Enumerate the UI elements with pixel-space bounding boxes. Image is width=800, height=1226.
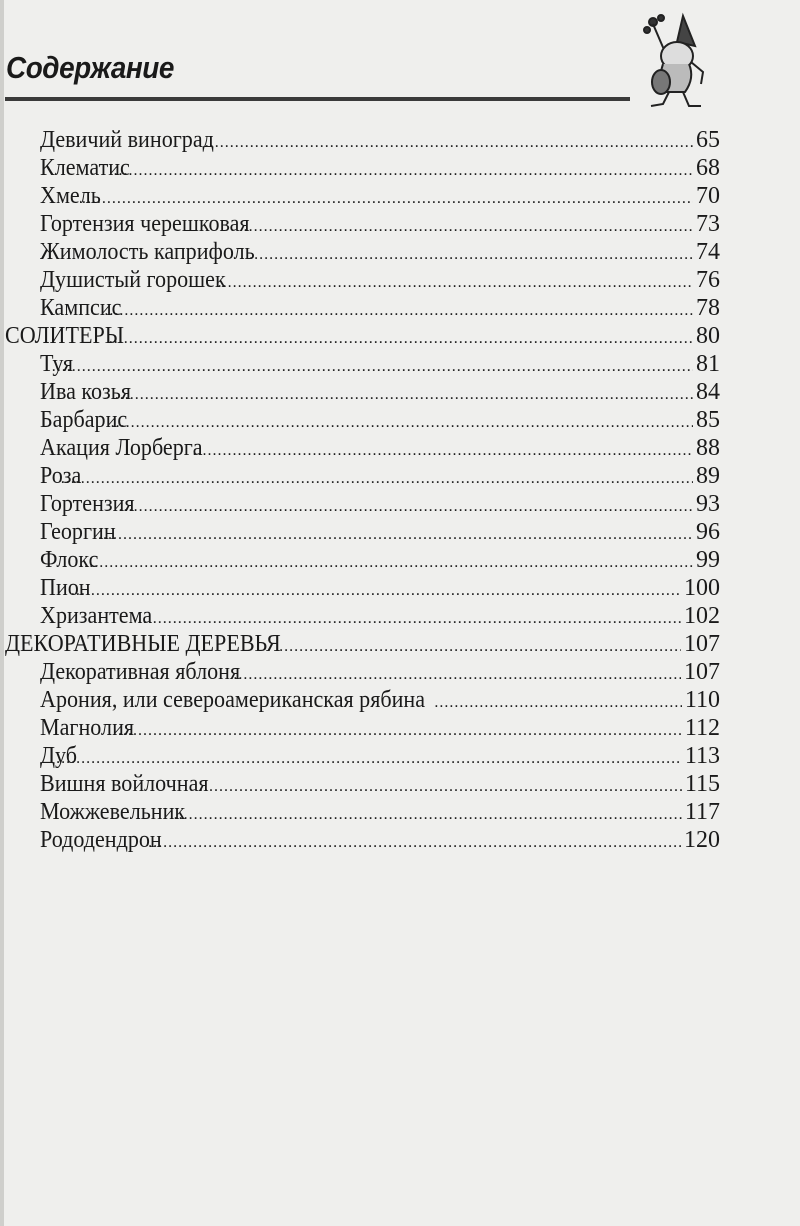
dot-leader (205, 129, 693, 157)
toc-entry (0, 770, 720, 798)
toc-page-number: 102 (684, 603, 720, 629)
dot-leader (193, 437, 693, 465)
dot-leader (61, 465, 693, 493)
toc-entry (0, 686, 720, 714)
toc-page-number: 78 (696, 295, 720, 321)
toc-page-number: 96 (696, 519, 720, 545)
dot-leader (279, 633, 681, 661)
toc-entry (0, 602, 720, 630)
toc-entry-title: Магнолия (40, 715, 135, 741)
toc-page-number: 80 (696, 323, 720, 349)
toc-entry-title: Дуб (40, 743, 78, 769)
toc-entry (0, 294, 720, 322)
toc-entry (0, 490, 720, 518)
toc-page-number: 112 (684, 715, 720, 741)
toc-entry-title: Жимолость каприфоль (40, 239, 255, 265)
toc-entry-title: Туя (40, 351, 74, 377)
toc-entry-title: Декоративная яблоня (40, 659, 241, 685)
toc-entry-title: Вишня войлочная (40, 771, 209, 797)
dot-leader (218, 269, 693, 297)
toc-entry-title: Душистый горошек (40, 267, 226, 293)
toc-entry-title: ДЕКОРАТИВНЫЕ ДЕРЕВЬЯ (5, 631, 281, 657)
toc-entry (0, 154, 720, 182)
dot-leader (434, 689, 682, 717)
toc-entry (0, 826, 720, 854)
toc-entry (0, 462, 720, 490)
dot-leader (233, 661, 681, 689)
dot-leader (109, 325, 693, 353)
toc-entry-title: Можжевельник (40, 799, 186, 825)
toc-entry (0, 714, 720, 742)
dot-leader (71, 577, 681, 605)
toc-entry-title: Хризантема (40, 603, 153, 629)
dot-leader (82, 185, 693, 213)
toc-entry (0, 126, 720, 154)
dot-leader (118, 717, 682, 745)
toc-page-number: 115 (684, 771, 720, 797)
dot-leader (174, 801, 682, 829)
toc-entry (0, 266, 720, 294)
dot-leader (138, 605, 681, 633)
toc-page-number: 113 (684, 743, 720, 769)
toc-page-number: 100 (684, 575, 720, 601)
toc-entry (0, 406, 720, 434)
toc-page-number: 76 (696, 267, 720, 293)
toc-entry (0, 742, 720, 770)
toc-entry-title: Девичий виноград (40, 127, 214, 153)
toc-entry-title: Ива козья (40, 379, 131, 405)
toc-entry (0, 798, 720, 826)
toc-entry-title: СОЛИТЕРЫ (5, 323, 125, 349)
gnome-gardener-illustration-icon (635, 12, 715, 112)
dot-leader (52, 353, 693, 381)
toc-entry-title: Рододендрон (40, 827, 162, 853)
toc-page-number: 107 (684, 631, 720, 657)
toc-entry-title: Георгин (40, 519, 116, 545)
toc-entry (0, 658, 720, 686)
toc-page-number: 84 (696, 379, 720, 405)
toc-page-number: 88 (696, 435, 720, 461)
dot-leader (98, 521, 693, 549)
dot-leader (244, 213, 693, 241)
table-of-contents (0, 126, 720, 854)
toc-entry (0, 182, 720, 210)
toc-section-entry (0, 322, 720, 350)
toc-page-number: 107 (684, 659, 720, 685)
toc-entry-title: Хмель (40, 183, 101, 209)
toc-entry (0, 210, 720, 238)
toc-page-number: 89 (696, 463, 720, 489)
toc-page-number: 93 (696, 491, 720, 517)
toc-entry (0, 238, 720, 266)
dot-leader (148, 829, 681, 857)
toc-page-number: 117 (684, 799, 720, 825)
toc-entry-title: Акация Лорберга (40, 435, 203, 461)
toc-page-number: 120 (684, 827, 720, 853)
dot-leader (249, 241, 693, 269)
toc-entry (0, 518, 720, 546)
dot-leader (114, 157, 694, 185)
toc-entry-title: Арония, или североамериканская рябина (40, 687, 426, 713)
toc-page-number: 65 (696, 127, 720, 153)
page-title: Содержание (6, 50, 174, 85)
dot-leader (115, 381, 693, 409)
toc-entry-title: Флокс (40, 547, 99, 573)
toc-entry-title: Барбарис (40, 407, 128, 433)
toc-entry (0, 574, 720, 602)
toc-entry (0, 546, 720, 574)
toc-page-number: 81 (696, 351, 720, 377)
toc-page-number: 68 (696, 155, 720, 181)
toc-entry (0, 350, 720, 378)
toc-page-number: 110 (684, 687, 720, 713)
toc-page-number: 74 (696, 239, 720, 265)
dot-leader (119, 493, 693, 521)
toc-entry-title: Роза (40, 463, 82, 489)
toc-entry-title: Клематис (40, 155, 130, 181)
dot-leader (199, 773, 682, 801)
toc-section-entry (0, 630, 720, 658)
toc-page-number: 85 (696, 407, 720, 433)
toc-entry-title: Кампсис (40, 295, 122, 321)
toc-page-number: 99 (696, 547, 720, 573)
toc-entry (0, 378, 720, 406)
toc-entry (0, 434, 720, 462)
dot-leader (104, 297, 693, 325)
toc-entry-title: Гортензия черешковая (40, 211, 250, 237)
title-rule (5, 97, 630, 101)
dot-leader (79, 549, 693, 577)
toc-page-number: 70 (696, 183, 720, 209)
dot-leader (111, 409, 693, 437)
toc-entry-title: Пион (40, 575, 91, 601)
toc-page-number: 73 (696, 211, 720, 237)
dot-leader (56, 745, 682, 773)
toc-entry-title: Гортензия (40, 491, 135, 517)
